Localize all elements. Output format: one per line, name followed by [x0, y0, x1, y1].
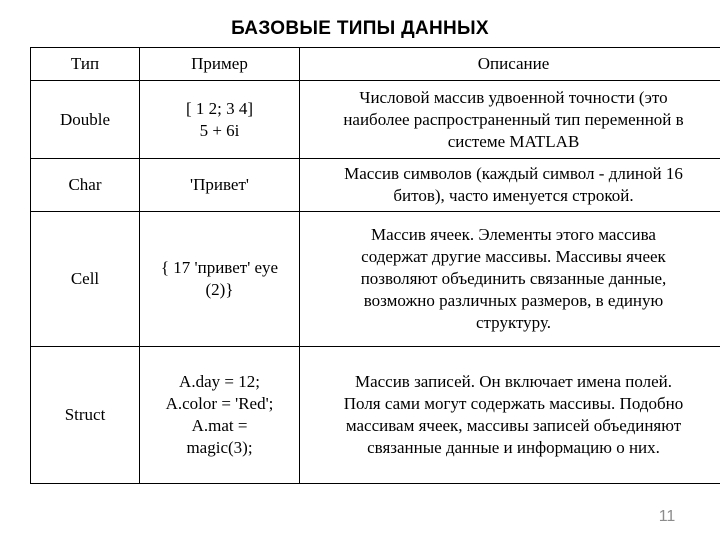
description-cell	[300, 212, 720, 347]
type-cell: Double	[31, 81, 140, 159]
description-line: Массив ячеек. Элементы этого массива	[371, 225, 656, 244]
example-cell	[140, 81, 300, 159]
description-line: Числовой массив удвоенной точности (это	[359, 87, 668, 107]
page-number: 11	[658, 508, 676, 525]
table-row-double	[31, 81, 720, 159]
description-line: позволяют объединить связанные данные,	[360, 269, 667, 288]
example-line: { 17 'привет' eye	[160, 258, 279, 277]
example-line: magic(3);	[186, 438, 253, 457]
description-line: наиболее распространенный тип переменной в	[343, 109, 684, 129]
table-header-row	[31, 48, 720, 81]
description-cell	[300, 81, 720, 159]
description-line: содержат другие массивы. Массивы ячеек	[361, 247, 666, 266]
example-line: A.day = 12;	[179, 372, 260, 391]
type-cell: Cell	[31, 212, 140, 347]
description-line: системе MATLAB	[447, 131, 580, 151]
description-line: массивам ячеек, массивы записей объединяют	[345, 416, 682, 435]
header-type: Тип	[31, 48, 140, 81]
table-row-struct	[31, 347, 720, 484]
description-line: возможно различных размеров, в единую	[363, 291, 664, 310]
table-row-cell	[31, 212, 720, 347]
example-line: [ 1 2; 3 4]	[185, 98, 254, 118]
description-line: структуру.	[475, 313, 552, 332]
example-line: A.mat =	[191, 416, 248, 435]
type-cell: Struct	[31, 347, 140, 484]
description-line: связанные данные и информацию о них.	[367, 438, 660, 457]
table-row-char	[31, 159, 720, 212]
example-line: 5 + 6i	[199, 120, 240, 140]
example-cell	[140, 347, 300, 484]
example-line: 'Привет'	[190, 175, 249, 194]
example-cell	[140, 159, 300, 212]
description-cell	[300, 159, 720, 212]
header-example: Пример	[140, 48, 300, 81]
example-line: (2)}	[205, 280, 234, 299]
description-line: Поля сами могут содержать массивы. Подобно	[343, 394, 684, 413]
description-line: Массив символов (каждый символ - длиной 16	[344, 164, 683, 183]
description-cell	[300, 347, 720, 484]
data-types-table	[30, 47, 720, 484]
example-line: A.color = 'Red';	[165, 394, 274, 413]
type-cell: Char	[31, 159, 140, 212]
example-cell	[140, 212, 300, 347]
header-description: Описание	[300, 48, 720, 81]
description-line: Массив записей. Он включает имена полей.	[354, 372, 673, 391]
slide-title: БАЗОВЫЕ ТИПЫ ДАННЫХ	[231, 18, 489, 39]
description-line: битов), часто именуется строкой.	[393, 186, 634, 205]
